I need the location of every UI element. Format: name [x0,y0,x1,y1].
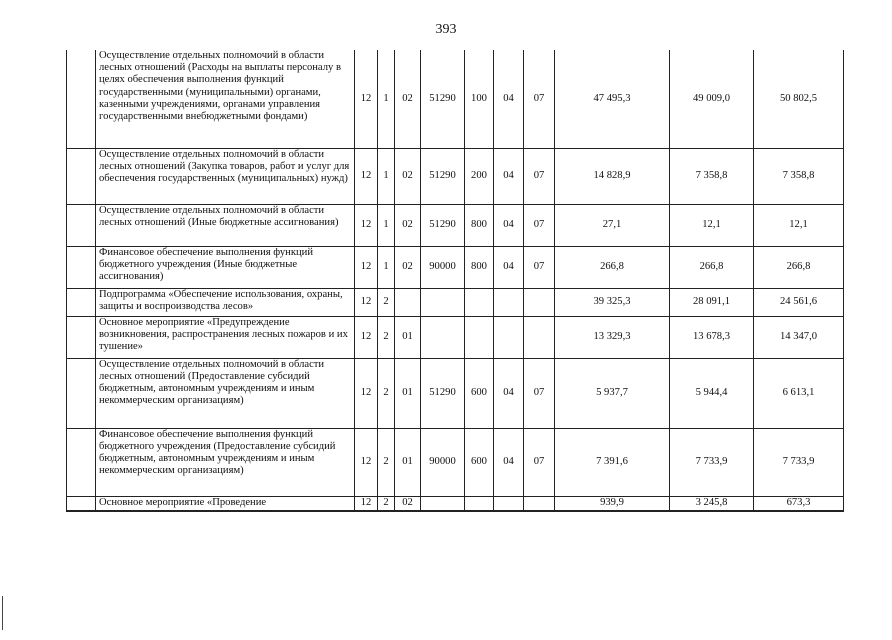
amount-year-1: 939,9 [555,496,670,511]
code-subsection: 07 [524,50,555,148]
table-row [67,428,844,496]
code-expense-type: 100 [465,50,494,148]
code-expense-type [465,316,494,358]
code-activity: 01 [395,316,421,358]
budget-table [66,50,844,512]
code-subprogram: 1 [378,204,395,246]
code-direction: 90000 [421,428,465,496]
code-section: 04 [494,358,524,428]
amount-year-2: 3 245,8 [670,496,754,511]
code-admin: 12 [355,246,378,288]
row-description: Финансовое обеспечение выполнения функций бюджетного учреждения (Предоставление субсидий бюджетным, автономным учреждениям и иным некоммерческим организациям) [96,428,355,496]
amount-year-3: 24 561,6 [754,288,844,316]
row-description: Основное мероприятие «Предупреждение возникновения, распространения лесных пожаров и их тушение» [96,316,355,358]
code-subsection [524,496,555,511]
amount-year-1: 5 937,7 [555,358,670,428]
amount-year-1: 13 329,3 [555,316,670,358]
row-number-cell [67,50,96,148]
code-expense-type: 600 [465,358,494,428]
code-subsection: 07 [524,428,555,496]
amount-year-2: 13 678,3 [670,316,754,358]
code-admin: 12 [355,428,378,496]
code-activity: 01 [395,428,421,496]
code-section [494,496,524,511]
code-section: 04 [494,148,524,204]
amount-year-1: 39 325,3 [555,288,670,316]
amount-year-3: 6 613,1 [754,358,844,428]
code-direction: 90000 [421,246,465,288]
code-activity: 02 [395,496,421,511]
code-subsection: 07 [524,358,555,428]
row-number-cell [67,496,96,511]
code-activity: 02 [395,246,421,288]
code-subprogram: 1 [378,50,395,148]
code-subprogram: 2 [378,428,395,496]
code-subsection: 07 [524,246,555,288]
code-direction [421,496,465,511]
amount-year-2: 28 091,1 [670,288,754,316]
table-row [67,288,844,316]
row-description: Осуществление отдельных полномочий в области лесных отношений (Предоставление субсидий бюджетным, автономным учреждениям и иным некоммерческим организациям) [96,358,355,428]
code-direction: 51290 [421,204,465,246]
code-section: 04 [494,204,524,246]
code-section: 04 [494,50,524,148]
margin-line [2,596,3,630]
code-subprogram: 2 [378,496,395,511]
table-row [67,204,844,246]
amount-year-2: 266,8 [670,246,754,288]
code-expense-type [465,288,494,316]
amount-year-2: 7 733,9 [670,428,754,496]
amount-year-2: 7 358,8 [670,148,754,204]
amount-year-1: 266,8 [555,246,670,288]
row-description: Осуществление отдельных полномочий в области лесных отношений (Расходы на выплаты персоналу в целях обеспечения выполнения функций государственными (муниципальными) органами, казенными учреждениями, органами управления государственными внебюджетными фондами) [96,50,355,148]
code-activity: 01 [395,358,421,428]
code-section: 04 [494,246,524,288]
code-subsection: 07 [524,148,555,204]
amount-year-1: 27,1 [555,204,670,246]
code-subsection [524,316,555,358]
code-admin: 12 [355,50,378,148]
code-admin: 12 [355,496,378,511]
code-direction: 51290 [421,358,465,428]
table-row [67,358,844,428]
code-direction [421,288,465,316]
table-row [67,50,844,148]
table-row [67,316,844,358]
amount-year-2: 12,1 [670,204,754,246]
code-subprogram: 2 [378,288,395,316]
row-number-cell [67,204,96,246]
code-activity: 02 [395,204,421,246]
code-direction [421,316,465,358]
code-expense-type: 600 [465,428,494,496]
code-admin: 12 [355,358,378,428]
code-admin: 12 [355,288,378,316]
table-row [67,496,844,511]
row-number-cell [67,358,96,428]
code-subsection: 07 [524,204,555,246]
row-number-cell [67,288,96,316]
row-description: Основное мероприятие «Проведение [96,496,355,511]
code-subprogram: 2 [378,358,395,428]
code-subprogram: 1 [378,148,395,204]
amount-year-2: 49 009,0 [670,50,754,148]
code-section [494,288,524,316]
code-admin: 12 [355,148,378,204]
amount-year-3: 7 733,9 [754,428,844,496]
row-description: Осуществление отдельных полномочий в области лесных отношений (Закупка товаров, работ и услуг для обеспечения государственных (муниципальных) нужд) [96,148,355,204]
page-number: 393 [435,22,457,37]
code-expense-type: 800 [465,246,494,288]
code-activity [395,288,421,316]
amount-year-3: 50 802,5 [754,50,844,148]
code-expense-type [465,496,494,511]
code-activity: 02 [395,50,421,148]
amount-year-3: 12,1 [754,204,844,246]
amount-year-3: 14 347,0 [754,316,844,358]
code-direction: 51290 [421,50,465,148]
table-row [67,246,844,288]
row-number-cell [67,246,96,288]
code-activity: 02 [395,148,421,204]
code-expense-type: 200 [465,148,494,204]
row-number-cell [67,428,96,496]
code-section: 04 [494,428,524,496]
row-description: Осуществление отдельных полномочий в области лесных отношений (Иные бюджетные ассигнования) [96,204,355,246]
code-expense-type: 800 [465,204,494,246]
code-subprogram: 2 [378,316,395,358]
code-direction: 51290 [421,148,465,204]
amount-year-2: 5 944,4 [670,358,754,428]
code-subprogram: 1 [378,246,395,288]
amount-year-1: 14 828,9 [555,148,670,204]
amount-year-1: 47 495,3 [555,50,670,148]
code-admin: 12 [355,204,378,246]
amount-year-3: 266,8 [754,246,844,288]
row-description: Подпрограмма «Обеспечение использования, охраны, защиты и воспроизводства лесов» [96,288,355,316]
amount-year-1: 7 391,6 [555,428,670,496]
code-section [494,316,524,358]
code-admin: 12 [355,316,378,358]
row-description: Финансовое обеспечение выполнения функций бюджетного учреждения (Иные бюджетные ассигнования) [96,246,355,288]
row-number-cell [67,148,96,204]
table-row [67,148,844,204]
amount-year-3: 673,3 [754,496,844,511]
code-subsection [524,288,555,316]
amount-year-3: 7 358,8 [754,148,844,204]
row-number-cell [67,316,96,358]
